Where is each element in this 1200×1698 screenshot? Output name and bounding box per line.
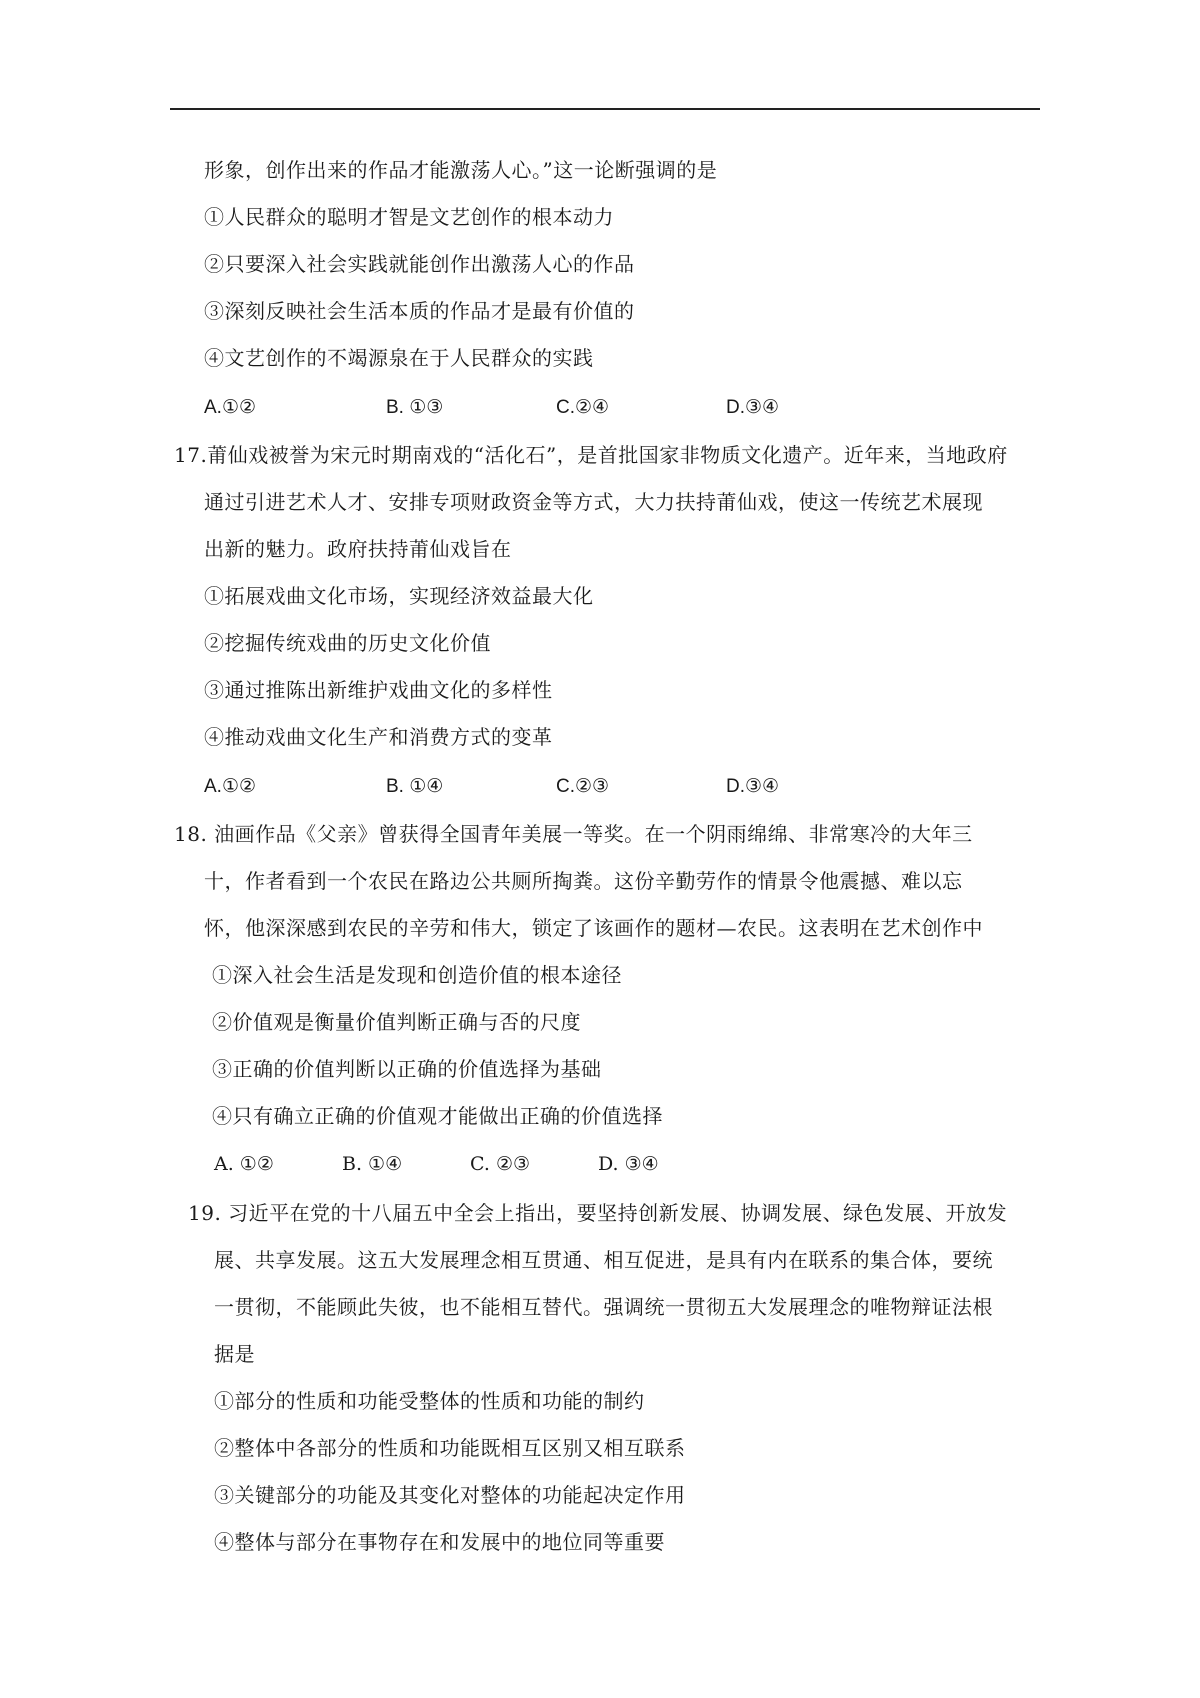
q17-item-3: ③通过推陈出新维护戏曲文化的多样性 xyxy=(204,678,553,702)
q17-stem-line-3: 出新的魅力。政府扶持莆仙戏旨在 xyxy=(204,537,512,561)
q19-item-4: ④整体与部分在事物存在和发展中的地位同等重要 xyxy=(214,1530,665,1554)
q17-option-b: B. ①④ xyxy=(386,776,444,797)
q17-stem-line-1: 17.莆仙戏被誉为宋元时期南戏的“活化石”，是首批国家非物质文化遗产。近年来，当地政府 xyxy=(174,443,1008,467)
q18-option-c: C. ②③ xyxy=(470,1153,531,1175)
q16-item-4: ④文艺创作的不竭源泉在于人民群众的实践 xyxy=(204,346,594,370)
q16-option-b: B. ①③ xyxy=(386,397,444,418)
q18-item-2: ②价值观是衡量价值判断正确与否的尺度 xyxy=(212,1010,581,1034)
q19-item-1: ①部分的性质和功能受整体的性质和功能的制约 xyxy=(214,1389,645,1413)
q18-option-a: A. ①② xyxy=(214,1153,274,1175)
q17-item-1: ①拓展戏曲文化市场，实现经济效益最大化 xyxy=(204,584,594,608)
q18-stem-line-3: 怀，他深深感到农民的辛劳和伟大，锁定了该画作的题材—农民。这表明在艺术创作中 xyxy=(204,916,983,940)
q17-item-4: ④推动戏曲文化生产和消费方式的变革 xyxy=(204,725,553,749)
q17-item-2: ②挖掘传统戏曲的历史文化价值 xyxy=(204,631,491,655)
q19-stem-line-1: 19. 习近平在党的十八届五中全会上指出，要坚持创新发展、协调发展、绿色发展、开放发 xyxy=(188,1201,1008,1225)
q17-option-c: C.②③ xyxy=(556,776,610,797)
q18-item-3: ③正确的价值判断以正确的价值选择为基础 xyxy=(212,1057,602,1081)
q16-stem-continuation: 形象，创作出来的作品才能激荡人心。”这一论断强调的是 xyxy=(204,158,718,182)
q18-item-1: ①深入社会生活是发现和创造价值的根本途径 xyxy=(212,963,622,987)
q16-item-1: ①人民群众的聪明才智是文艺创作的根本动力 xyxy=(204,205,614,229)
header-rule xyxy=(170,108,1040,110)
q16-item-2: ②只要深入社会实践就能创作出激荡人心的作品 xyxy=(204,252,635,276)
q18-item-4: ④只有确立正确的价值观才能做出正确的价值选择 xyxy=(212,1104,663,1128)
q19-stem-line-2: 展、共享发展。这五大发展理念相互贯通、相互促进，是具有内在联系的集合体，要统 xyxy=(214,1248,993,1272)
q17-option-d: D.③④ xyxy=(726,776,780,797)
q17-option-a: A.①② xyxy=(204,776,257,797)
q19-stem-line-3: 一贯彻，不能顾此失彼，也不能相互替代。强调统一贯彻五大发展理念的唯物辩证法根 xyxy=(214,1295,993,1319)
q18-stem-line-2: 十，作者看到一个农民在路边公共厕所掏粪。这份辛勤劳作的情景令他震撼、难以忘 xyxy=(204,869,963,893)
q18-option-d: D. ③④ xyxy=(598,1153,659,1175)
q18-option-b: B. ①④ xyxy=(342,1153,403,1175)
q16-item-3: ③深刻反映社会生活本质的作品才是最有价值的 xyxy=(204,299,635,323)
q19-stem-line-4: 据是 xyxy=(214,1342,255,1366)
q19-item-2: ②整体中各部分的性质和功能既相互区别又相互联系 xyxy=(214,1436,686,1460)
q16-option-a: A.①② xyxy=(204,397,257,418)
q18-stem-line-1: 18. 油画作品《父亲》曾获得全国青年美展一等奖。在一个阴雨绵绵、非常寒冷的大年三 xyxy=(174,822,973,846)
q19-item-3: ③关键部分的功能及其变化对整体的功能起决定作用 xyxy=(214,1483,686,1507)
q16-option-d: D.③④ xyxy=(726,397,780,418)
q16-option-c: C.②④ xyxy=(556,397,610,418)
q17-stem-line-2: 通过引进艺术人才、安排专项财政资金等方式，大力扶持莆仙戏，使这一传统艺术展现 xyxy=(204,490,983,514)
